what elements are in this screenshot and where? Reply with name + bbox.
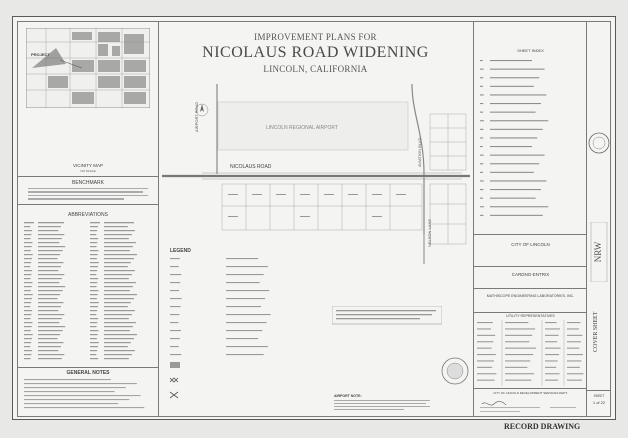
benchmark-text bbox=[28, 188, 148, 200]
svg-text:NRW: NRW bbox=[593, 241, 603, 263]
legend bbox=[166, 256, 316, 406]
airport-label: LINCOLN REGIONAL AIRPORT bbox=[266, 125, 338, 131]
general-notes-title: GENERAL NOTES bbox=[66, 370, 110, 376]
drawing-sheet bbox=[12, 16, 616, 420]
vicinity-map-scale: NO SCALE bbox=[80, 169, 96, 173]
divider bbox=[474, 288, 587, 289]
divider bbox=[18, 204, 158, 205]
engineer-stamp bbox=[588, 132, 610, 154]
divider bbox=[474, 234, 587, 235]
record-drawing-label: RECORD DRAWING bbox=[504, 422, 581, 431]
aviation-blvd-label: AVIATION BLVD bbox=[417, 137, 422, 167]
consultant-name: CARDNO-ENTRIX bbox=[511, 272, 550, 277]
utility-table bbox=[474, 320, 587, 386]
drawing-frame bbox=[17, 21, 611, 417]
sheet-name: COVER SHEET bbox=[593, 311, 599, 352]
divider bbox=[474, 388, 587, 389]
sheet-index-list bbox=[480, 58, 584, 226]
divider bbox=[18, 367, 158, 368]
sheet-index-title: SHEET INDEX bbox=[517, 48, 544, 53]
divider bbox=[18, 176, 158, 177]
client-name: CITY OF LINCOLN bbox=[511, 242, 550, 247]
divider bbox=[587, 390, 611, 391]
title-block bbox=[586, 22, 611, 416]
city-seal bbox=[440, 356, 470, 386]
title-line-3: LINCOLN, CALIFORNIA bbox=[263, 64, 368, 74]
firm-logo bbox=[589, 222, 609, 282]
vicinity-map-title: VICINITY MAP bbox=[73, 163, 103, 168]
vicinity-map bbox=[26, 28, 150, 108]
project-label: PROJECT bbox=[31, 52, 50, 57]
abbreviations-list bbox=[24, 222, 154, 362]
project-site-map bbox=[162, 84, 470, 284]
benchmark-title: BENCHMARK bbox=[72, 180, 104, 186]
divider bbox=[474, 266, 587, 267]
left-panel bbox=[18, 22, 159, 416]
sheet-number: 1 of 22 bbox=[592, 400, 606, 405]
right-panel bbox=[473, 22, 587, 416]
sheet-label: SHEET bbox=[593, 394, 605, 398]
legend-title: LEGEND bbox=[170, 248, 191, 254]
dev-services-title: CITY OF LINCOLN DEVELOPMENT SERVICES DEPT. bbox=[493, 391, 568, 395]
nicolaus-road-label: NICOLAUS ROAD bbox=[230, 164, 272, 170]
title-line-2: NICOLAUS ROAD WIDENING bbox=[202, 44, 429, 61]
record-notes-box bbox=[332, 306, 442, 326]
airport-note-text bbox=[334, 399, 434, 413]
airport-road-label: AIRPORT ROAD bbox=[194, 101, 199, 132]
general-notes-text bbox=[24, 378, 154, 412]
nelson-lane-label: NELSON LANE bbox=[427, 218, 432, 247]
engineer-name: MATHISCOPE ENGINEERING LABORATORIES, INC. bbox=[486, 294, 575, 298]
abbreviations-title: ABBREVIATIONS bbox=[68, 212, 108, 218]
title-line-1: IMPROVEMENT PLANS FOR bbox=[254, 32, 377, 42]
airport-note-title: AIRPORT NOTE: bbox=[334, 394, 362, 398]
utility-title: UTILITY REPRESENTATIVES bbox=[506, 314, 555, 318]
divider bbox=[474, 312, 587, 313]
approval-signature bbox=[480, 398, 580, 414]
